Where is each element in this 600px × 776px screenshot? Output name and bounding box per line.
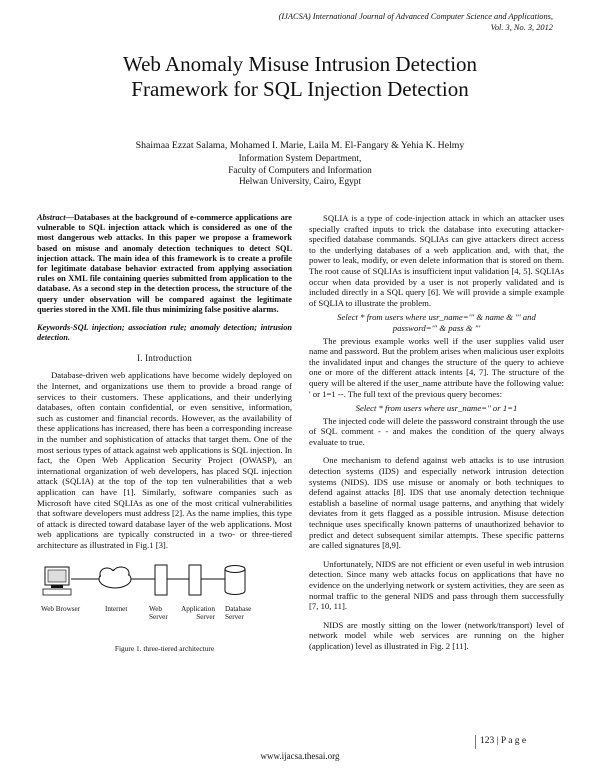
- journal-name: (IJACSA) International Journal of Advanced Computer Science and Applications,: [278, 12, 553, 21]
- keywords: Keywords-SQL injection; association rule; anomaly detection; intrusion detection.: [37, 323, 292, 343]
- running-header: [279, 12, 553, 33]
- label-application-server: [175, 605, 215, 622]
- journal-volume: Vol. 3, No. 3, 2012: [490, 22, 553, 32]
- internet-cloud-icon: [99, 567, 131, 588]
- abstract-lead: Abstract: [37, 213, 66, 222]
- affiliation-line-3: Helwan University, Cairo, Egypt: [238, 177, 362, 188]
- query-1-line-2: password='" & pass & "': [392, 322, 481, 333]
- label-web-server-word: Server: [149, 613, 168, 622]
- figure-caption: Figure 1. three-tiered architecture: [114, 643, 215, 653]
- label-application-server-word: Server: [196, 613, 215, 622]
- database-icon: [225, 565, 245, 594]
- abstract-text: —Databases at the background of e-commerce applications are vulnerable to SQL injection attack which is considered as one of the most dangerous web attacks. In this paper we propose a framework based on misuse and anomaly detection techniques to detect SQL injection attack. The main idea of this framework is to create a profile for legitimate database behavior extracted from applying association rules on XML file containing queries submitted from application to the database. As a second step in the detection process, the structure of the query under observation will be compared against the legitimate queries stored in the XML file thus minimizing false positive alarms.: [37, 213, 292, 314]
- label-web: Web: [149, 604, 162, 613]
- browser-monitor-icon: [43, 567, 71, 595]
- ids-paragraph: One mechanism to defend against web attacks is to use intrusion detection systems (IDS) and especially network intrusion detection systems (NIDS). IDS use misuse or anomaly or both techniques to defend against attacks [8]. IDS that use anomaly detection technique establish a baseline of normal usage patterns, and anything that widely deviates from it gets flagged as a possible intrusion. Misuse detection technique uses specifically known patterns of unauthorized behavior to predict and detect subsequent similar attempts. These specific patterns are called signatures [8,9].: [309, 455, 564, 551]
- author-list: Shaimaa Ezzat Salama, Mohamed I. Marie, Laila M. El-Fangary & Yehia K. Helmy: [135, 140, 465, 151]
- example-query-2: Select * from users where usr_name='' or 1=1: [355, 403, 518, 414]
- nids-paragraph: Unfortunately, NIDS are not efficient or even useful in web intrusion detection. Since many web attacks focus on applications that have no evidence on the underlying network or system activities, they are seen as normal traffic to the general NIDS and pass through them successfully [7, 10, 11].: [309, 558, 564, 612]
- affiliation: [40, 154, 560, 189]
- right-column: [309, 213, 564, 652]
- nids-level-paragraph: NIDS are mostly sitting on the lower (network/transport) level of network model while web services are running on the higher (application) level as illustrated in Fig. 2 [11].: [309, 619, 564, 651]
- label-database: Database: [225, 604, 252, 613]
- affiliation-line-1: Information System Department,: [238, 154, 362, 164]
- label-database-server-word: Server: [225, 613, 244, 622]
- label-web-browser: Web Browser: [41, 604, 81, 613]
- label-database-server: [225, 605, 251, 622]
- abstract: [37, 213, 292, 315]
- architecture-figure: [37, 559, 292, 641]
- query-1-line-1: Select * from users where usr_name='" & name & "' and: [337, 312, 536, 323]
- section-heading: I. Introduction: [137, 353, 192, 364]
- label-application: Application: [181, 604, 215, 613]
- page-number: 123 | P a g e: [480, 736, 527, 746]
- example-paragraph: The previous example works well if the user supplies valid user name and password. But the problem arises when malicious user exploits the invalidated input and changes the structure of the query to achieve one or more of the different attack intents [4, 7]. The structure of the query will be altered if the user_name attribute have the following value: ' or 1=1 --. The full text of the previous query becomes:: [309, 335, 564, 399]
- title-line-2: Framework for SQL Injection Detection: [131, 77, 469, 101]
- example-query-1: [309, 312, 564, 333]
- affiliation-line-2: Faculty of Computers and Information: [228, 165, 372, 176]
- paper-title: [40, 52, 560, 102]
- label-internet: Internet: [105, 604, 128, 613]
- intro-paragraph: Database-driven web applications have become widely deployed on the Internet, and organizations use them to provide a broad range of services to their customers. These applications, and their underlying databases, often contain confidential, or even sensitive, information, such as customer and financial records. However, as the availability of these applications has increased, there has been a corresponding increase in the number and sophistication of attacks that target them. One of the most serious types of attack against web applications is SQL injection. In fact, the Open Web Application Security Project (OWASP), an international organization of web developers, has placed SQL injection attack (SQLIA) at the top of the top ten vulnerabilities that a web application can have [1]. Similarly, software companies such as Microsoft have cited SQLIAs as one of the most critical vulnerabilities that software developers must address [2]. As the name implies, this type of attack is directed toward database layer of the web applications. Most web applications are typically constructed in a two- or three-tiered architecture as illustrated in Fig.1 [3].: [37, 370, 292, 550]
- application-server-icon: [189, 565, 201, 595]
- injection-paragraph: The injected code will delete the password constraint through the use of SQL comment - - and makes the condition of the query always evaluate to true.: [309, 415, 564, 447]
- footer-divider: [475, 735, 476, 749]
- web-server-icon: [155, 565, 167, 595]
- left-column: [37, 213, 292, 653]
- title-line-1: Web Anomaly Misuse Intrusion Detection: [122, 52, 478, 76]
- sqlia-paragraph: SQLIA is a type of code-injection attack in which an attacker uses specially crafted inputs to trick the database into executing attacker-specified database commands. SQLIAs can give attackers direct access to the underlying databases of a web application and, with that, the power to leak, modify, or even delete information that is stored on them. The root cause of SQLIAs is insufficient input validation [4, 5]. SQLIAs occur when data provided by a user is not properly validated and is included directly in a SQL query [6]. We will provide a simple example of SQLIA to illustrate the problem.: [309, 213, 564, 308]
- journal-url: www.ijacsa.thesai.org: [260, 751, 340, 761]
- label-web-server: [149, 605, 168, 622]
